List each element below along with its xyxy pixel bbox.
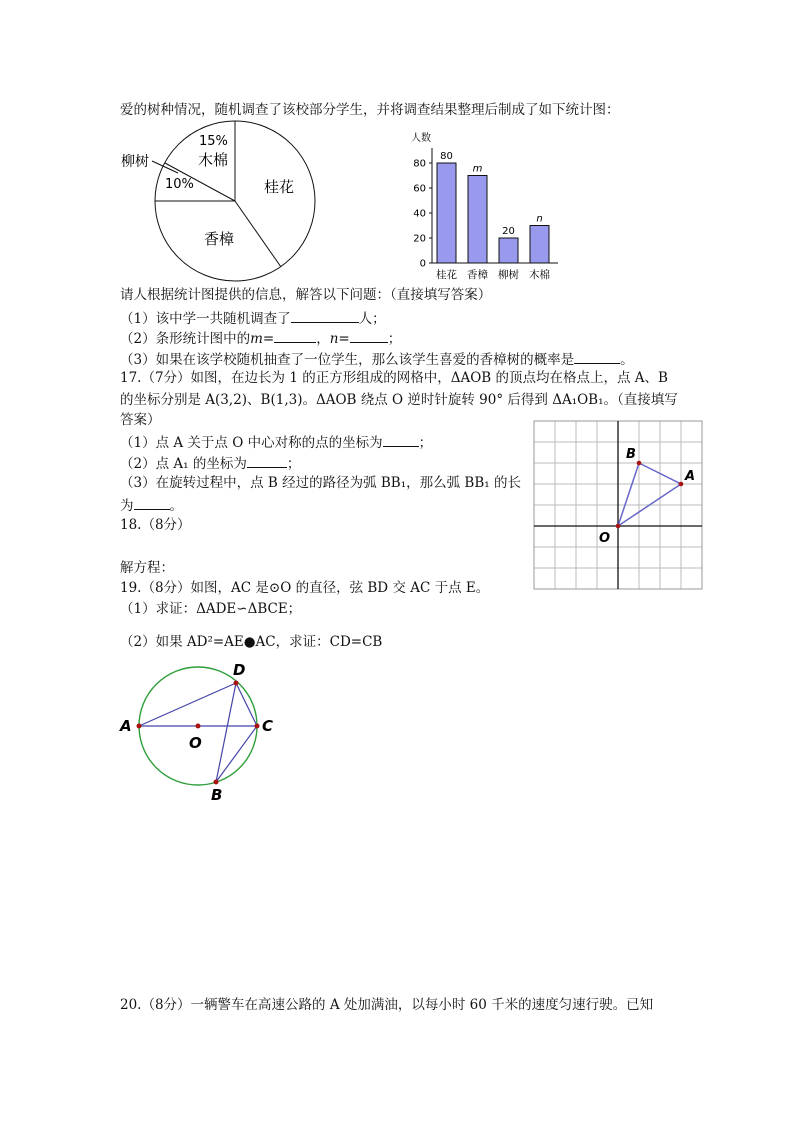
chord-db — [216, 683, 236, 782]
q16-part2 — [120, 329, 401, 348]
point-b — [637, 461, 642, 466]
q16-part1-blank[interactable] — [291, 309, 359, 323]
label-c-circle: C — [262, 717, 274, 735]
q17-grid-figure — [533, 420, 705, 592]
bar-0 — [437, 163, 456, 263]
pie-chart — [118, 118, 323, 288]
label-a-circle: A — [120, 717, 132, 735]
q17-part3-end: 。 — [169, 498, 183, 514]
q17-part1 — [120, 433, 432, 452]
point-d-circle — [234, 681, 239, 686]
pie-label-muhuan: 木棉 — [198, 151, 229, 169]
q16-part2-eq2: = — [338, 331, 350, 347]
q16-prompt: 请人根据统计图提供的信息，解答以下问题：（直接填写答案） — [120, 287, 492, 303]
label-o-circle: O — [189, 734, 202, 752]
bar-ytick-label: 80 — [413, 158, 426, 170]
point-o — [616, 524, 621, 529]
point-c-circle — [255, 724, 260, 729]
q17-part3: （3）在旋转过程中，点 B 经过的路径为弧 BB₁，那么弧 BB₁ 的长 — [120, 475, 521, 491]
label-d-circle: D — [233, 661, 246, 679]
bar-ylabel: 人数 — [411, 133, 431, 144]
q17-line3: 答案） — [120, 412, 161, 428]
bar-category-label-1: 香樟 — [467, 269, 488, 281]
pie-label-muhuan-pct: 15% — [199, 134, 228, 149]
bar-chart — [400, 128, 575, 286]
q17-part1-end: ； — [418, 435, 433, 451]
bar-2 — [499, 238, 518, 263]
q17-part2-text: （2）点 A₁ 的坐标为 — [120, 456, 247, 472]
point-a — [679, 482, 684, 487]
point-b-circle — [214, 780, 219, 785]
q20-text: 20.（8分）一辆警车在高速公路的 A 处加满油，以每小时 60 千米的速度匀速行驶。已知 — [120, 997, 654, 1013]
q16-part3-text: （3）如果在该学校随机抽查了一位学生，那么该学生喜爱的香樟树的概率是 — [120, 352, 575, 368]
bar-category-label-2: 柳树 — [498, 269, 519, 281]
bar-data-label-0: 80 — [440, 151, 453, 162]
q16-part2-blank-m[interactable] — [274, 329, 316, 343]
point-a-circle — [137, 724, 142, 729]
q16-part3 — [120, 350, 634, 369]
label-b-circle: B — [211, 786, 223, 804]
q19-circle-figure — [115, 658, 285, 808]
bar-1 — [468, 176, 487, 264]
q17-part2 — [120, 454, 300, 473]
pie-label-liushu: 柳树 — [121, 154, 149, 170]
q17-part3-text: 为 — [120, 498, 134, 514]
q16-part3-blank[interactable] — [574, 350, 620, 364]
q19-part2: （2）如果 AD²=AE●AC，求证：CD=CB — [120, 634, 383, 650]
q16-part2-blank-n[interactable] — [350, 329, 388, 343]
q16-part1 — [120, 309, 386, 328]
q17-part3-blank[interactable] — [134, 496, 170, 510]
chord-ad — [139, 683, 236, 726]
q19-head: 19.（8分）如图，AC 是⊙O 的直径，弦 BD 交 AC 于点 E。 — [120, 580, 490, 596]
bar-data-label-2: 20 — [502, 226, 515, 237]
bar-data-label-3: n — [536, 213, 543, 225]
q17-part3-cont — [120, 496, 183, 515]
bar-ytick-label: 40 — [413, 208, 426, 220]
q16-part3-end: 。 — [620, 352, 634, 368]
triangle-aob — [618, 463, 681, 526]
q16-part1-text: （1）该中学一共随机调查了 — [120, 311, 291, 327]
bar-data-label-1: m — [472, 163, 483, 175]
q16-part2-end: ； — [387, 331, 402, 347]
q16-part2-m: m — [250, 331, 263, 347]
label-o: O — [599, 531, 611, 546]
q16-part1-end: 人； — [358, 311, 386, 327]
pie-label-liushu-pct: 10% — [165, 177, 194, 192]
label-b: B — [626, 447, 636, 462]
pie-label-guihua: 桂花 — [264, 178, 295, 196]
label-a: A — [685, 469, 696, 484]
chord-dc — [236, 683, 257, 726]
q18-body: 解方程： — [120, 560, 174, 576]
q16-part2-n: n — [329, 331, 339, 347]
q17-part1-blank[interactable] — [383, 433, 419, 447]
bar-category-label-3: 木棉 — [529, 269, 550, 281]
q16-part2-eq1: = — [262, 331, 275, 347]
bar-ytick-label: 20 — [413, 233, 426, 245]
intro-text: 爱的树种情况，随机调查了该校部分学生，并将调查结果整理后制成了如下统计图： — [120, 102, 620, 118]
q17-part2-blank[interactable] — [247, 454, 287, 468]
bar-3 — [530, 226, 549, 264]
bar-ytick-label: 60 — [413, 183, 426, 195]
q18-head: 18.（8分） — [120, 517, 191, 533]
q17-part1-text: （1）点 A 关于点 O 中心对称的点的坐标为 — [120, 435, 383, 451]
q17-line1: 17.（7分）如图，在边长为 1 的正方形组成的网格中，ΔAOB 的顶点均在格点上，点 A、B — [120, 370, 668, 386]
q17-part2-end: ； — [286, 456, 301, 472]
q16-part2-comma: ， — [316, 331, 330, 347]
bar-ytick-label: 0 — [419, 258, 426, 270]
point-o-circle — [196, 724, 201, 729]
q16-part2-text: （2）条形统计图中的 — [120, 331, 251, 347]
q17-line2: 的坐标分别是 A(3,2)、B(1,3)。ΔAOB 绕点 O 逆时针旋转 90° 后得到 ΔA₁OB₁。（直接填写 — [120, 392, 678, 408]
pie-label-xiangzhang: 香樟 — [204, 230, 235, 248]
q19-part1: （1）求证：ΔADE∽ΔBCE； — [120, 601, 302, 617]
bar-category-label-0: 桂花 — [436, 269, 457, 281]
